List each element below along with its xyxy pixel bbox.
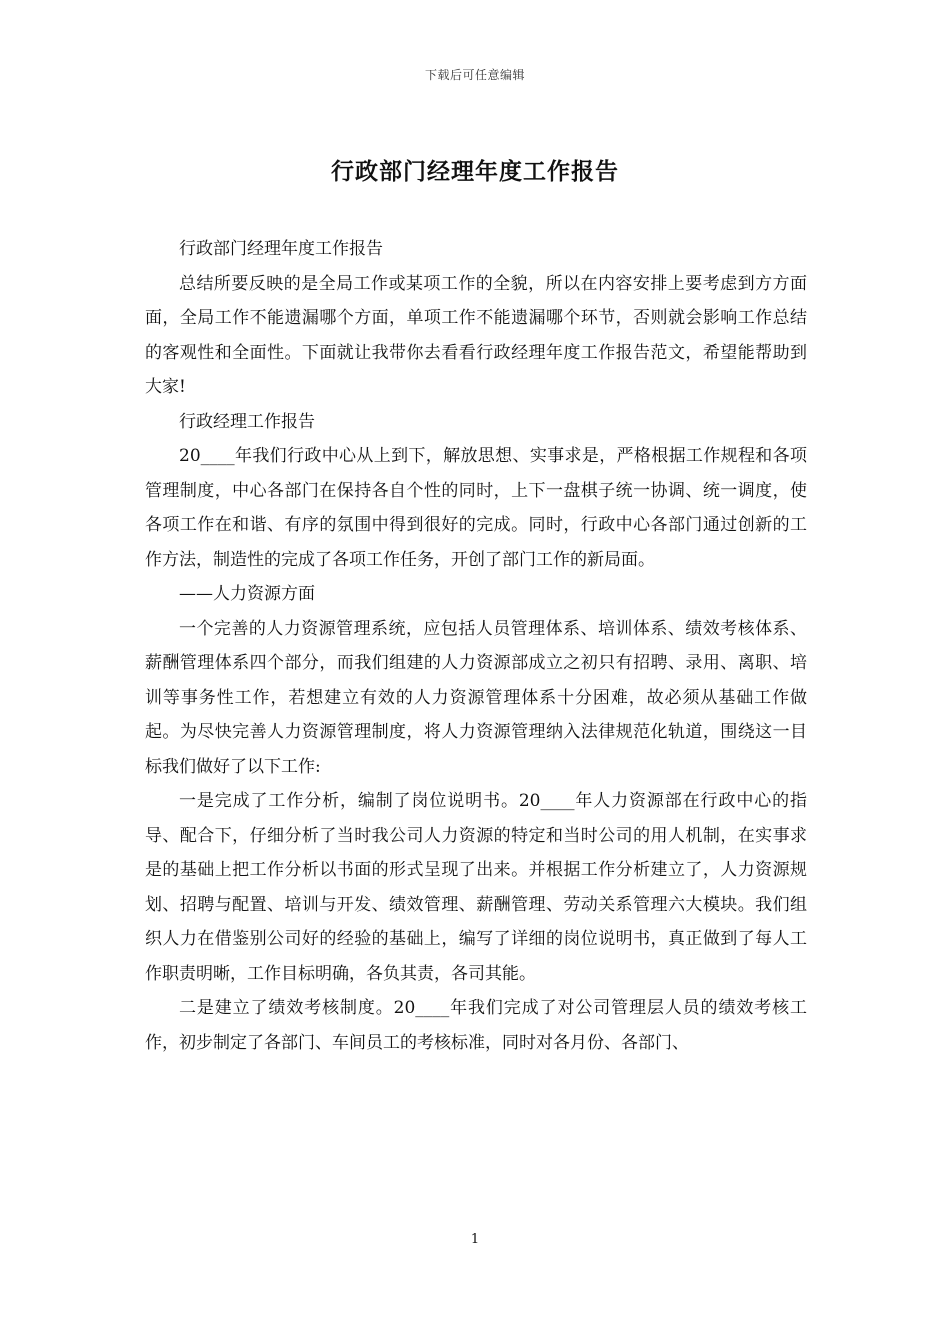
document-body xyxy=(145,232,807,1060)
paragraph-hr-system: 一个完善的人力资源管理系统，应包括人员管理体系、培训体系、绩效考核体系、薪酬管理体系四个部分，而我们组建的人力资源部成立之初只有招聘、录用、离职、培训等事务性工作，若想建立有效的人力资源管理体系十分困难，故必须从基础工作做起。为尽快完善人力资源管理制度，将人力资源管理纳入法律规范化轨道，围绕这一目标我们做好了以下工作: xyxy=(145,618,807,777)
header-note: 下载后可任意编辑 xyxy=(424,68,525,82)
page-number: 1 xyxy=(470,1232,480,1247)
paragraph-overview: 20____年我们行政中心从上到下，解放思想、实事求是，严格根据工作规程和各项管理制度，中心各部门在保持各自个性的同时，上下一盘棋子统一协调、统一调度，使各项工作在和谐、有序的氛围中得到很好的完成。同时，行政中心各部门通过创新的工作方法，制造性的完成了各项工作任务，开创了部门工作的新局面。 xyxy=(145,446,807,570)
paragraph-subtitle: 行政部门经理年度工作报告 xyxy=(179,239,383,259)
paragraph-hr-heading: ——人力资源方面 xyxy=(179,584,315,604)
paragraph-section-heading: 行政经理工作报告 xyxy=(179,411,315,432)
document-title: 行政部门经理年度工作报告 xyxy=(331,158,619,185)
paragraph-performance: 二是建立了绩效考核制度。20____年我们完成了对公司管理层人员的绩效考核工作，初步制定了各部门、车间员工的考核标准，同时对各月份、各部门、 xyxy=(145,998,807,1053)
paragraph-job-analysis: 一是完成了工作分析，编制了岗位说明书。20____年人力资源部在行政中心的指导、配合下，仔细分析了当时我公司人力资源的特定和当时公司的用人机制，在实事求是的基础上把工作分析以书面的形式呈现了出来。并根据工作分析建立了，人力资源规划、招聘与配置、培训与开发、绩效管理、薪酬管理、劳动关系管理六大模块。我们组织人力在借鉴别公司好的经验的基础上，编写了详细的岗位说明书，真正做到了每人工作职责明晰，工作目标明确，各负其责，各司其能。 xyxy=(145,791,807,984)
paragraph-intro: 总结所要反映的是全局工作或某项工作的全貌，所以在内容安排上要考虑到方方面面，全局工作不能遗漏哪个方面，单项工作不能遗漏哪个环节，否则就会影响工作总结的客观性和全面性。下面就让我带你去看看行政经理年度工作报告范文，希望能帮助到大家! xyxy=(145,273,807,397)
